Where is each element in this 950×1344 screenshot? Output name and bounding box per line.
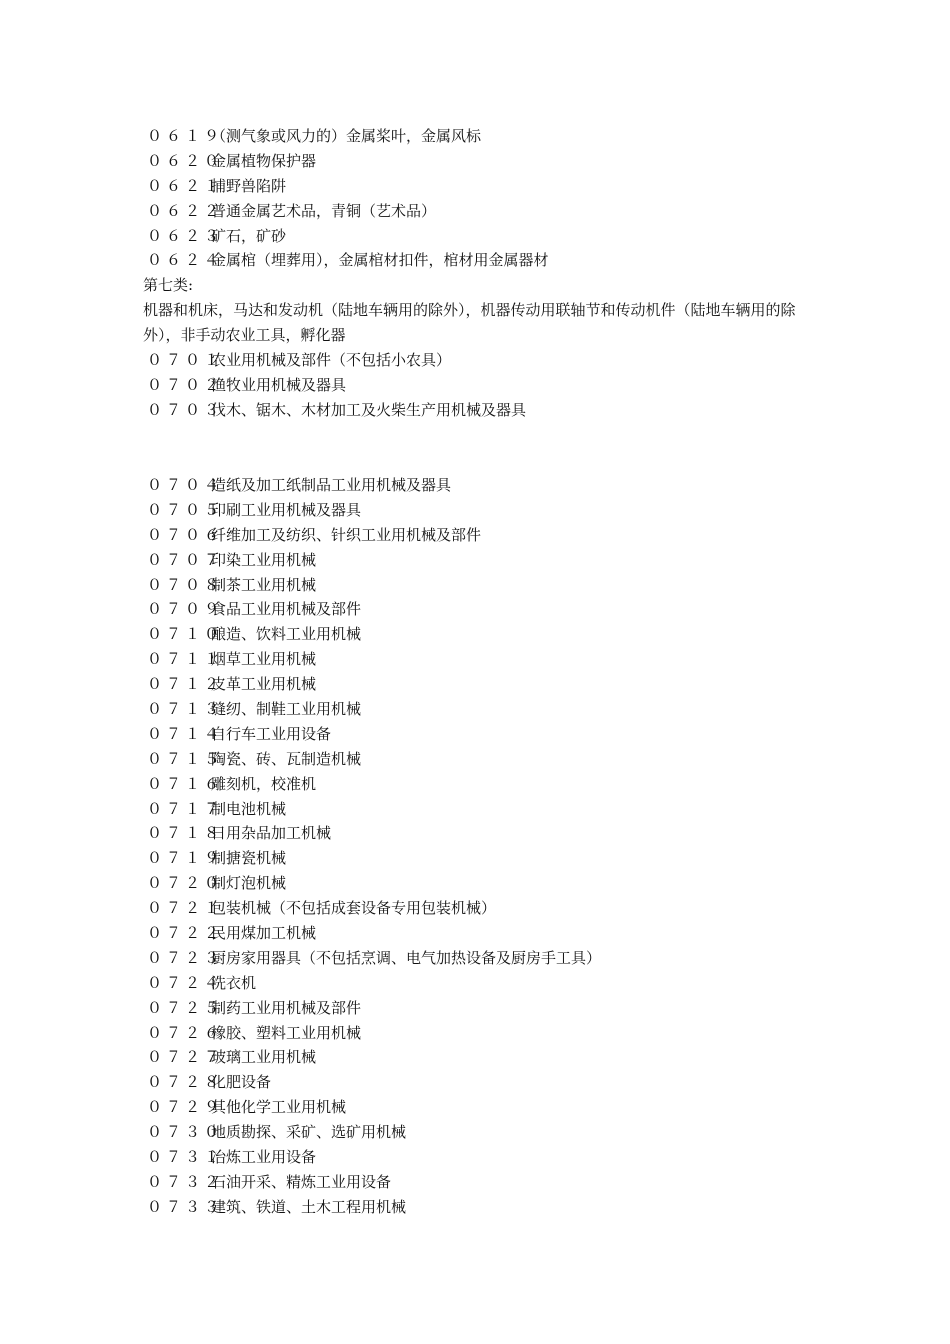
item-text: 普通金属艺术品，青铜（艺术品） — [211, 201, 437, 220]
item-text: 烟草工业用机械 — [211, 650, 317, 669]
item-text: 金属植物保护器 — [211, 151, 317, 170]
list-item — [143, 597, 823, 622]
list-item — [143, 248, 823, 273]
list-item — [143, 1195, 823, 1220]
list-item — [143, 548, 823, 573]
item-text: 纤维加工及纺织、针织工业用机械及部件 — [211, 525, 482, 544]
list-item — [143, 647, 823, 672]
list-item — [143, 846, 823, 871]
item-text: 印刷工业用机械及器具 — [211, 500, 362, 519]
item-text: 酿造、饮料工业用机械 — [211, 625, 362, 644]
list-item — [143, 871, 823, 896]
list-item — [143, 498, 823, 523]
item-text: 金属棺（埋葬用），金属棺材扣件，棺材用金属器材 — [211, 251, 549, 270]
list-item — [143, 946, 823, 971]
item-code: ０７２２ — [147, 924, 224, 943]
list-item — [143, 573, 823, 598]
item-code: ０７２５ — [147, 998, 224, 1017]
item-code: ０７３２ — [147, 1172, 224, 1191]
list-item — [143, 996, 823, 1021]
item-code: ０７２４ — [147, 973, 224, 992]
list-item — [143, 772, 823, 797]
item-text: 建筑、铁道、土木工程用机械 — [211, 1197, 407, 1216]
class-6-entry-list — [143, 124, 823, 273]
item-code: ０７１１ — [147, 650, 224, 669]
item-text: 冶炼工业用设备 — [211, 1148, 317, 1167]
list-item — [143, 921, 823, 946]
item-text: 制搪瓷机械 — [211, 849, 287, 868]
list-item — [143, 747, 823, 772]
item-text: 制电池机械 — [211, 799, 287, 818]
list-item — [143, 124, 823, 149]
item-text: 民用煤加工机械 — [211, 924, 317, 943]
document-block-lower — [143, 473, 823, 1220]
item-text: 洗衣机 — [211, 973, 257, 992]
item-code: ０７１０ — [147, 625, 224, 644]
list-item — [143, 1145, 823, 1170]
item-code: ０７１７ — [147, 799, 224, 818]
list-item — [143, 821, 823, 846]
item-text: 自行车工业用设备 — [211, 724, 332, 743]
class-heading: 第七类: — [143, 276, 194, 295]
class-description: 机器和机床，马达和发动机（陆地车辆用的除外），机器传动用联轴节和传动机件（陆地车辆用的除外），非手动农业工具，孵化器 — [143, 301, 796, 345]
item-text: 地质勘探、采矿、选矿用机械 — [211, 1123, 407, 1142]
item-code: ０６１９ — [147, 127, 224, 145]
item-code: ０７１３ — [147, 700, 224, 719]
item-code: ０６２２ — [147, 201, 224, 220]
item-code: ０７２６ — [147, 1023, 224, 1042]
item-code: ０７２９ — [147, 1098, 224, 1117]
list-item — [143, 622, 823, 647]
item-code: ０７１６ — [147, 774, 224, 793]
item-code: ０７１５ — [147, 749, 224, 768]
item-text: 厨房家用器具（不包括烹调、电气加热设备及厨房手工具） — [211, 948, 602, 967]
list-item — [143, 722, 823, 747]
item-code: ０７０８ — [147, 575, 224, 594]
item-text: 石油开采、精炼工业用设备 — [211, 1172, 392, 1191]
item-code: ０７２７ — [147, 1048, 224, 1067]
class-7-entry-list-b — [143, 473, 823, 1220]
item-text: 造纸及加工纸制品工业用机械及器具 — [211, 476, 452, 494]
item-text: 渔牧业用机械及器具 — [211, 375, 347, 394]
item-text: 伐木、锯木、木材加工及火柴生产用机械及器具 — [211, 400, 527, 419]
item-code: ０７１８ — [147, 824, 224, 843]
item-text: 包装机械（不包括成套设备专用包装机械） — [211, 899, 497, 918]
item-text: 陶瓷、砖、瓦制造机械 — [211, 749, 362, 768]
item-text: 缝纫、制鞋工业用机械 — [211, 700, 362, 719]
item-code: ０７３０ — [147, 1123, 224, 1142]
list-item — [143, 1021, 823, 1046]
list-item — [143, 672, 823, 697]
item-code: ０７２０ — [147, 874, 224, 893]
item-text: 雕刻机，校准机 — [211, 774, 317, 793]
document-block-upper — [143, 124, 823, 423]
item-text: 制茶工业用机械 — [211, 575, 317, 594]
list-item — [143, 398, 823, 423]
list-item — [143, 224, 823, 249]
list-item — [143, 1120, 823, 1145]
item-code: ０７０３ — [147, 400, 224, 419]
item-text: 日用杂品加工机械 — [211, 824, 332, 843]
item-code: ０６２１ — [147, 176, 224, 195]
list-item — [143, 697, 823, 722]
list-item — [143, 1170, 823, 1195]
item-code: ０７１９ — [147, 849, 224, 868]
item-code: ０７０１ — [147, 351, 224, 370]
item-text: 橡胶、塑料工业用机械 — [211, 1023, 362, 1042]
item-code: ０６２０ — [147, 151, 224, 170]
item-code: ０７２８ — [147, 1073, 224, 1092]
item-code: ０７２３ — [147, 948, 224, 967]
item-text: 食品工业用机械及部件 — [211, 600, 362, 619]
item-text: 印染工业用机械 — [211, 550, 317, 569]
item-text: 捕野兽陷阱 — [211, 176, 287, 195]
list-item — [143, 348, 823, 373]
list-item — [143, 473, 823, 498]
item-code: ０７０７ — [147, 550, 224, 569]
item-text: 其他化学工业用机械 — [211, 1098, 347, 1117]
item-text: 皮革工业用机械 — [211, 675, 317, 694]
item-code: ０７１４ — [147, 724, 224, 743]
list-item — [143, 896, 823, 921]
list-item — [143, 174, 823, 199]
item-code: ０７３１ — [147, 1148, 224, 1167]
list-item — [143, 523, 823, 548]
item-text: 矿石，矿砂 — [211, 226, 287, 245]
item-code: ０７２１ — [147, 899, 224, 918]
item-code: ０７０９ — [147, 600, 224, 619]
item-text: 农业用机械及部件（不包括小农具） — [211, 351, 452, 370]
list-item — [143, 1070, 823, 1095]
list-item — [143, 373, 823, 398]
list-item — [143, 971, 823, 996]
list-item — [143, 199, 823, 224]
item-text: 制灯泡机械 — [211, 874, 287, 893]
list-item — [143, 797, 823, 822]
item-code: ０７３３ — [147, 1197, 224, 1216]
item-text: 化肥设备 — [211, 1073, 272, 1092]
item-code: ０６２４ — [147, 251, 224, 270]
item-code: ０６２３ — [147, 226, 224, 245]
list-item — [143, 1045, 823, 1070]
item-text: 制药工业用机械及部件 — [211, 998, 362, 1017]
item-code: ０７０２ — [147, 375, 224, 394]
item-text: 玻璃工业用机械 — [211, 1048, 317, 1067]
class-7-entry-list-a — [143, 348, 823, 423]
item-code: ０７１２ — [147, 675, 224, 694]
item-text: （测气象或风力的）金属桨叶，金属风标 — [211, 127, 482, 145]
item-code: ０７０６ — [147, 525, 224, 544]
item-code: ０７０４ — [147, 476, 224, 494]
list-item — [143, 1095, 823, 1120]
item-code: ０７０５ — [147, 500, 224, 519]
list-item — [143, 149, 823, 174]
